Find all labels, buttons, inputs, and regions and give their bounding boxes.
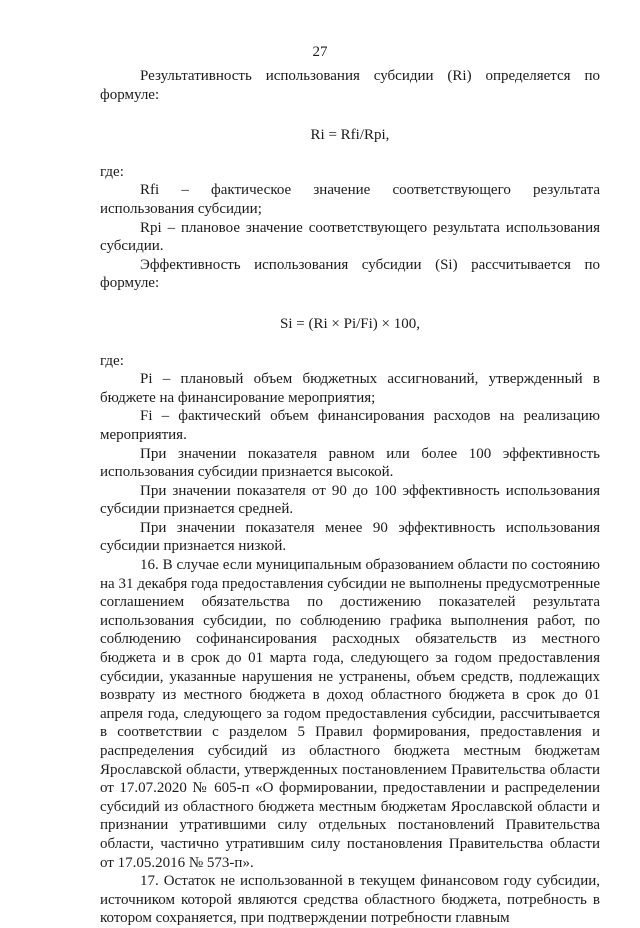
where-label: где: (100, 352, 124, 369)
where-label: где: (100, 163, 124, 180)
formula-si: Si = (Ri × Pi/Fi) × 100, (280, 315, 420, 332)
formula-ri: Ri = Rfi/Rpi, (310, 127, 390, 144)
paragraph-si-definition: Эффективность использования субсидии (Si) рассчитывается по формуле: (100, 256, 600, 292)
page-number: 27 (312, 44, 328, 60)
paragraph-section-16: 16. В случае если муниципальным образованием области по состоянию на 31 декабря года предоставления субсидии не выполнены предусмотренные соглашением обязательства по достижению показателей результата использования субсидии, по соблюдению графика выполнения работ, по соблюдению софинансирования расходных обязательств из местного бюджета и в срок до 01 марта года, следующего за годом предоставления субсидии, указанные нарушения не устранены, объем средств, подлежащих возврату из местного бюджета в доход областного бюджета в срок до 01 апреля года, следующего за годом предоставления субсидии, рассчитывается в соответствии с разделом 5 Правил формирования, предоставления и распределения субсидий из областного бюджета местным бюджетам Ярославской области, утвержденных постановлением Правительства области от 17.07.2020 № 605-п «О формировании, предоставлении и распределении субсидий из областного бюджета местным бюджетам Ярославской области и признании утратившими силу отдельных постановлений Правительства области, частично утратившим силу постановления Правительства области от 17.05.2016 № 573-п». (100, 557, 600, 871)
paragraph-ri-definition: Результативность использования субсидии (Ri) определяется по формуле: (100, 68, 600, 103)
paragraph-medium-efficiency: При значении показателя от 90 до 100 эффективность использования субсидии признается средней. (100, 482, 600, 518)
paragraph-rpi: Rpi – плановое значение соответствующего результата использования субсидии. (100, 219, 600, 255)
document-body (100, 67, 600, 928)
paragraph-pi: Pi – плановый объем бюджетных ассигнований, утвержденный в бюджете на финансирование мероприятия; (100, 371, 600, 406)
paragraph-low-efficiency: При значении показателя менее 90 эффективность использования субсидии признается низкой. (100, 519, 600, 555)
paragraph-fi: Fi – фактический объем финансирования расходов на реализацию мероприятия. (100, 408, 600, 443)
paragraph-high-efficiency: При значении показателя равном или более 100 эффективность использования субсидии признается высокой. (100, 445, 600, 481)
paragraph-rfi: Rfi – фактическое значение соответствующего результата использования субсидии; (100, 182, 600, 217)
paragraph-section-17: 17. Остаток не использованной в текущем финансовом году субсидии, источником которой являются средства областного бюджета, потребность в котором сохраняется, при подтверждении потребности главным (100, 873, 600, 927)
